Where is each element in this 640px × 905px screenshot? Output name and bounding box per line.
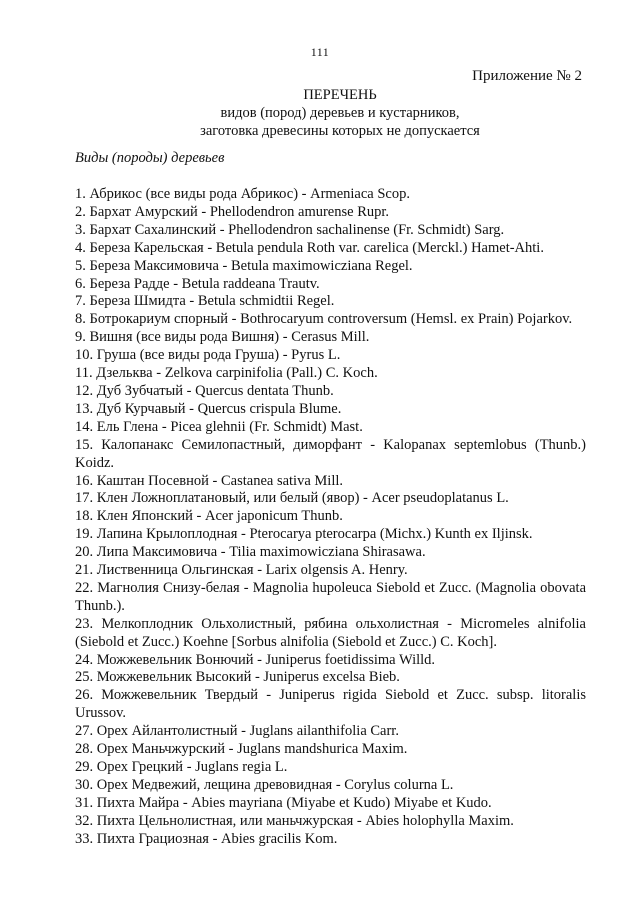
list-item: 22. Магнолия Снизу-белая - Magnolia hupoleuca Siebold et Zucc. (Magnolia obovata Thunb.). (75, 579, 586, 614)
list-item: 18. Клен Японский - Acer japonicum Thunb. (75, 508, 343, 525)
appendix-label: Приложение № 2 (472, 68, 582, 84)
list-item: 7. Береза Шмидта - Betula schmidtii Regel. (75, 293, 335, 310)
heading-subtitle-line-1: видов (пород) деревьев и кустарников, (220, 105, 460, 121)
list-item: 27. Орех Айлантолистный - Juglans ailanthifolia Carr. (75, 723, 399, 740)
list-item: 21. Лиственница Ольгинская - Larix olgensis A. Henry. (75, 562, 408, 579)
list-item: 13. Дуб Курчавый - Quercus crispula Blume. (75, 400, 342, 417)
list-item: 19. Лапина Крылоплодная - Pterocarya pterocarpa (Michx.) Kunth ex Iljinsk. (75, 526, 533, 543)
species-list (75, 186, 586, 849)
list-item: 32. Пихта Цельнолистная, или маньчжурская - Abies holophylla Maxim. (75, 812, 514, 829)
document-heading (0, 86, 640, 140)
list-item: 15. Калопанакс Семилопастный, диморфант - Kalopanax septemlobus (Thunb.) Koidz. (75, 436, 586, 471)
heading-title: ПЕРЕЧЕНЬ (303, 87, 377, 103)
list-item: 23. Мелкоплодник Ольхолистный, рябина ольхолистная - Micromeles alnifolia (Siebold et Zucc.) Koehne [Sorbus alnifolia (Siebold et Zucc.) C. Koch]. (75, 615, 586, 650)
list-item: 26. Можжевельник Твердый - Juniperus rigida Siebold et Zucc. subsp. litoralis Urussov. (75, 687, 586, 722)
list-item: 10. Груша (все виды рода Груша) - Pyrus L. (75, 347, 341, 364)
list-item: 9. Вишня (все виды рода Вишня) - Cerasus Mill. (75, 329, 370, 346)
list-item: 17. Клен Ложноплатановый, или белый (явор) - Acer pseudoplatanus L. (75, 490, 509, 507)
list-item: 24. Можжевельник Вонючий - Juniperus foetidissima Willd. (75, 651, 436, 668)
list-item: 12. Дуб Зубчатый - Quercus dentata Thunb. (75, 382, 334, 399)
page-number: 111 (310, 45, 330, 59)
list-item: 5. Береза Максимовича - Betula maximowicziana Regel. (75, 257, 413, 274)
list-item: 25. Можжевельник Высокий - Juniperus excelsa Bieb. (75, 669, 400, 686)
list-item: 14. Ель Глена - Picea glehnii (Fr. Schmidt) Mast. (75, 418, 363, 435)
list-item: 16. Каштан Посевной - Castanea sativa Mill. (75, 472, 344, 489)
section-title: Виды (породы) деревьев (75, 150, 225, 166)
list-item: 6. Береза Радде - Betula raddeana Trautv. (75, 275, 320, 292)
list-item: 31. Пихта Майра - Abies mayriana (Miyabe et Kudo) Miyabe et Kudo. (75, 794, 492, 811)
list-item: 2. Бархат Амурский - Phellodendron amurense Rupr. (75, 203, 390, 220)
list-item: 29. Орех Грецкий - Juglans regia L. (75, 759, 288, 775)
list-item: 4. Береза Карельская - Betula pendula Roth var. carelica (Merckl.) Hamet-Ahti. (75, 239, 544, 256)
list-item: 28. Орех Маньчжурский - Juglans mandshurica Maxim. (75, 741, 408, 758)
list-item: 11. Дзельква - Zelkova carpinifolia (Pall.) C. Koch. (75, 365, 378, 382)
list-item: 3. Бархат Сахалинский - Phellodendron sachalinense (Fr. Schmidt) Sarg. (75, 221, 505, 238)
list-item: 33. Пихта Грациозная - Abies gracilis Kom. (75, 830, 338, 847)
list-item: 30. Орех Медвежий, лещина древовидная - Corylus colurna L. (75, 776, 454, 793)
heading-subtitle-line-2: заготовка древесины которых не допускается (200, 123, 480, 139)
list-item: 20. Липа Максимовича - Tilia maximowicziana Shirasawa. (75, 544, 426, 561)
list-item: 8. Ботрокариум спорный - Bothrocaryum controversum (Hemsl. ex Prain) Pojarkov. (75, 311, 573, 328)
list-item: 1. Абрикос (все виды рода Абрикос) - Armeniaca Scop. (75, 186, 410, 202)
